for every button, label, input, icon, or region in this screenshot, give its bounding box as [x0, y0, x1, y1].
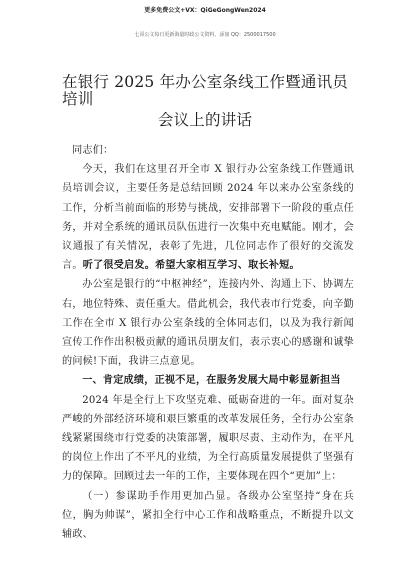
header-contact: 更多免费公文+VX：QiGeGongWen2024 [144, 7, 266, 14]
greeting: 同志们： [72, 145, 114, 156]
section-heading-1: 一、肯定成绩，正视不足，在服务发展大局中彰显新担当 [82, 375, 341, 387]
header-note: 七哥公文每日更新海量时政公文资料，添加 QQ：2500017500 [134, 32, 276, 38]
document-subtitle: 会议上的讲话 [157, 111, 253, 129]
paragraph-office-role: 办公室是银行的“中枢神经”，连接内外、沟通上下、协调左右，地位特殊、责任重大。借此机会，我代表市行党委，向辛勤工作在全市 X 银行办公室条线的全体同志们，以及为我行新闻宣传工作作出积极贡献的通讯员朋友们，表示衷心的感谢和诚挚的问候!下面，我讲三点意见。 [62, 279, 354, 368]
paragraph-subpoint-1: （一）参谋助手作用更加凸显。各级办公室坚持“身在兵位，胸为帅谋”，紧扣全行中心工作和战略重点，不断提升以文辅政、 [62, 490, 354, 541]
paragraph-intro-text: 今天，我们在这里召开全市 X 银行办公室条线工作暨通讯员培训会议，主要任务是总结回顾 2024 年以来办公室条线的工作，分析当前面临的形势与挑战，安排部署下一阶段的重点任务，并对全系统的通讯员队伍进行一次集中充电赋能。刚才，会议通报了有关情况，表彰了先进，几位同志作了很好的交流发言。 [62, 164, 354, 272]
document-title: 在银行 2025 年办公室条线工作暨通讯员培训 [62, 73, 349, 108]
paragraph-review-2024: 2024 年是全行上下攻坚克难、砥砺奋进的一年。面对复杂严峻的外部经济环境和艰巨繁重的改革发展任务，全行办公室条线紧紧围绕市行党委的决策部署，履职尽责、主动作为，在平凡的岗位上作出了不平凡的业绩，为全行高质量发展提供了坚强有力的保障。回顾过去一年的工作，主要体现在四个“更加”上： [62, 394, 354, 483]
paragraph-intro [62, 160, 354, 275]
document-body [62, 141, 354, 544]
paragraph-intro-end: 听了很受启发。希望大家相互学习、取长补短。 [82, 260, 300, 272]
